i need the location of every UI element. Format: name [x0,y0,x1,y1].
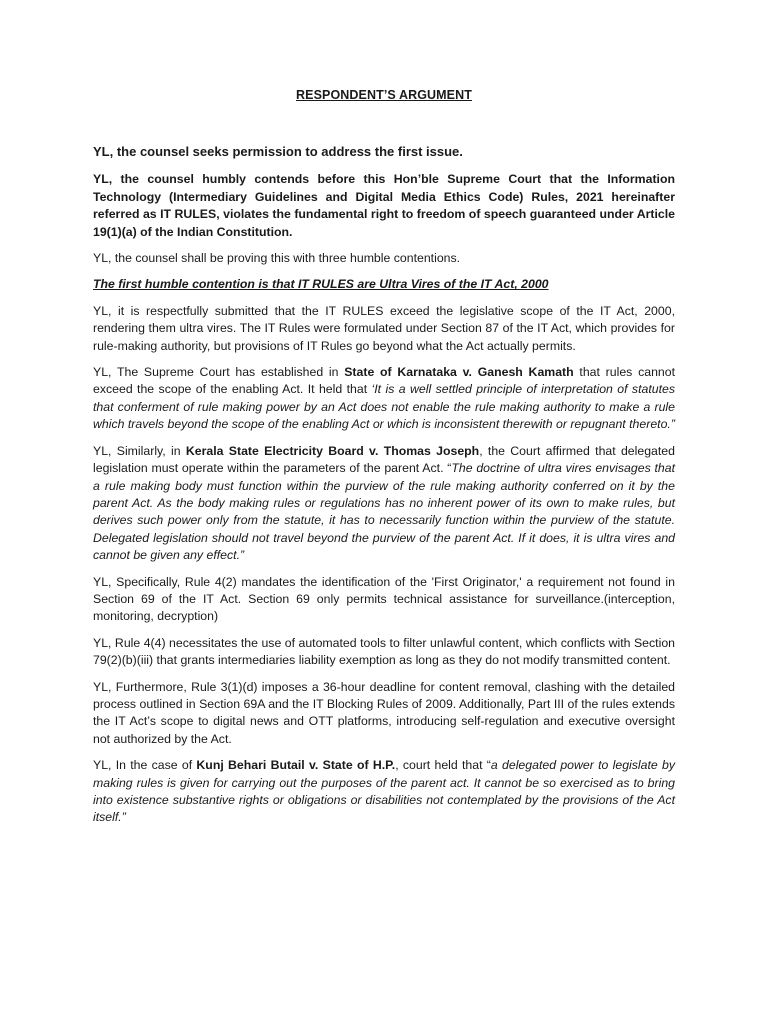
intro-paragraph: YL, the counsel seeks permission to address the first issue. [93,144,463,159]
case-name: Kunj Behari Butail v. State of H.P. [196,758,396,773]
kunj-behari-paragraph [93,757,675,827]
text-run: , court held that “ [395,758,491,773]
ganesh-kamath-paragraph [93,364,675,434]
contention-paragraph: YL, the counsel humbly contends before this Hon’ble Supreme Court that the Information Technology (Intermediary Guidelines and Digital Media Ethics Code) Rules, 2021 hereinafter referred as IT RULES, violates the fundamental right to freedom of speech guaranteed under Article 19(1)(a) of the Indian Constitution. [93,172,675,239]
case-name: State of Karnataka v. Ganesh Kamath [344,365,574,380]
thomas-joseph-paragraph [93,443,675,565]
case-name: Kerala State Electricity Board v. Thomas Joseph [185,443,480,458]
case-quote: The doctrine of ultra vires envisages that a rule making body must function within the purview of the rule making authority conferred on it by the parent Act. As the body making rules or regulations has no inherent power of its own to make rules, but derives such power only from the statute, it has to necessarily function within the purview of the statute. Delegated legislation should not travel beyond the purview of the parent Act. If it does, it is ultra vires and cannot be given any effect.” [93,461,676,563]
text-run: that rules cannot exceed the scope of the enabling Act. It held that [93,365,675,397]
text-run: YL, The Supreme Court has established in [93,365,345,380]
rule-4-2-paragraph: YL, Specifically, Rule 4(2) mandates the identification of the 'First Originator,' a requirement not found in Section 69 of the IT Act. Section 69 only permits technical assistance for surveillance.(interception, monitoring, decryption) [93,574,675,624]
rule-4-4-paragraph: YL, Rule 4(4) necessitates the use of automated tools to filter unlawful content, which conflicts with Section 79(2)(b)(iii) that grants intermediaries liability exemption as long as they do not modify transmitted content. [93,635,675,668]
case-quote: a delegated power to legislate by making rules is given for carrying out the purposes of the parent act. It cannot be so exercised as to bring into existence substantive rights or obligations or disabilities not contemplated by the provisions of the Act itself.” [93,758,675,825]
page-title: RESPONDENT’S ARGUMENT [296,88,472,102]
case-quote: ‘It is a well settled principle of interpretation of statutes that conferment of rule making power by an Act does not enable the rule making authority to make a rule which travels beyond the scope of the enabling Act or which is inconsistent therewith or repugnant thereto.” [93,382,675,432]
ultra-vires-paragraph: YL, it is respectfully submitted that the IT RULES exceed the legislative scope of the IT Act, 2000, rendering them ultra vires. The IT Rules were formulated under Section 87 of the IT Act, which provides for rule-making authority, but provisions of IT Rules go beyond what the Act actually permits. [93,303,675,353]
text-run: YL, In the case of [93,758,197,773]
contentions-count-paragraph: YL, the counsel shall be proving this with three humble contentions. [93,251,461,266]
first-contention-subheading: The first humble contention is that IT RULES are Ultra Vires of the IT Act, 2000 [93,277,549,292]
text-run: YL, Similarly, in [93,443,186,458]
text-run: , the Court affirmed that delegated legislation must operate within the parameters of the parent Act. “ [93,443,675,476]
rule-3-1-d-paragraph: YL, Furthermore, Rule 3(1)(d) imposes a 36-hour deadline for content removal, clashing with the detailed process outlined in Section 69A and the IT Blocking Rules of 2009. Additionally, Part III of the rules extends the IT Act’s scope to digital news and OTT platforms, introducing self-regulation and executive oversight not authorized by the Act. [93,679,675,746]
argument-body [93,143,675,836]
